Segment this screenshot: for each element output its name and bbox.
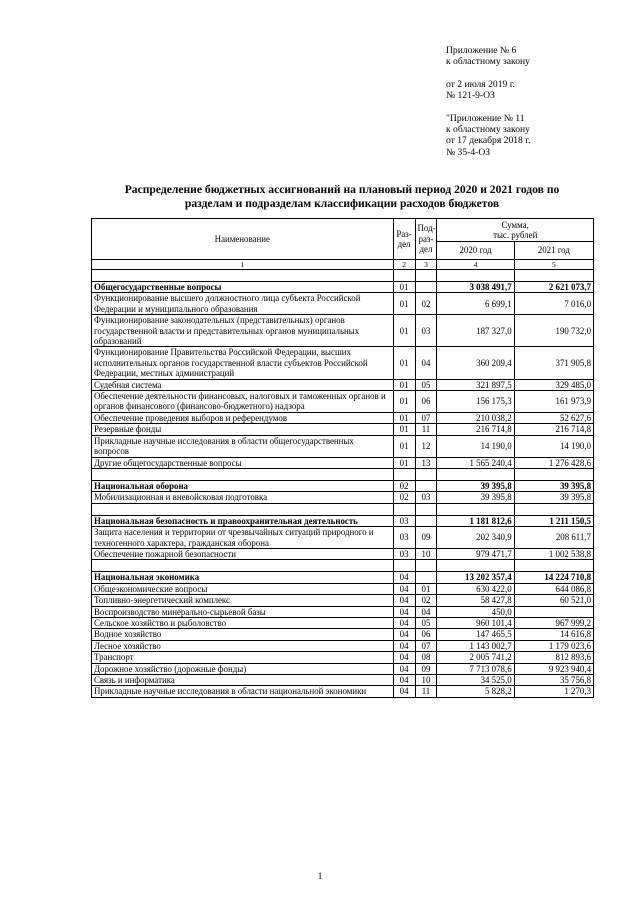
row-2021-cell: 812 893,6	[514, 652, 593, 663]
row-2020-cell: 1 181 812,6	[437, 515, 514, 526]
empty-cell	[393, 503, 415, 515]
table-row	[92, 424, 594, 435]
row-podrazdel-cell: 05	[415, 617, 437, 628]
row-2021-cell: 35 756,8	[514, 675, 593, 686]
row-podrazdel-cell: 09	[415, 663, 437, 674]
row-2020-cell: 202 340,9	[437, 527, 514, 549]
empty-cell	[514, 468, 593, 480]
row-2020-cell: 630 422,0	[437, 583, 514, 594]
col-number-1: 1	[92, 260, 394, 270]
section-row	[92, 515, 594, 526]
table-row	[92, 548, 594, 559]
row-podrazdel-cell: 11	[415, 424, 437, 435]
appendix-header	[446, 45, 626, 158]
row-razdel-cell: 01	[393, 282, 415, 293]
row-2020-cell: 39 395,8	[437, 480, 514, 491]
row-razdel-cell: 04	[393, 629, 415, 640]
row-2021-cell: 208 611,7	[514, 527, 593, 549]
row-2021-cell: 644 086,8	[514, 583, 593, 594]
budget-table	[91, 218, 594, 698]
row-razdel-cell: 01	[393, 457, 415, 468]
row-razdel-cell: 02	[393, 480, 415, 491]
row-podrazdel-cell: 06	[415, 629, 437, 640]
spacer-row	[92, 503, 594, 515]
appendix-label: Приложение № 6	[446, 45, 517, 56]
spacer-row	[92, 270, 594, 282]
appendix-number: № 121-9-ОЗ	[446, 90, 495, 102]
empty-cell	[393, 560, 415, 572]
ref-appendix-label: "Приложение № 11	[446, 112, 525, 124]
row-podrazdel-cell: 02	[415, 595, 437, 606]
row-2020-cell: 979 471,7	[437, 548, 514, 559]
row-2020-cell: 450,0	[437, 606, 514, 617]
row-podrazdel-cell: 10	[415, 548, 437, 559]
row-name-cell: Транспорт	[92, 652, 394, 663]
table-row	[92, 435, 594, 457]
row-podrazdel-cell: 07	[415, 412, 437, 423]
row-name-cell: Резервные фонды	[92, 424, 394, 435]
empty-cell	[393, 270, 415, 282]
empty-cell	[514, 270, 593, 282]
empty-cell	[415, 270, 437, 282]
section-row	[92, 572, 594, 583]
ref-appendix-number: № 35-4-ОЗ	[446, 146, 491, 158]
empty-cell	[393, 468, 415, 480]
row-name-cell: Общегосударственные вопросы	[92, 282, 394, 293]
row-podrazdel-cell: 03	[415, 492, 437, 503]
table-row	[92, 293, 594, 315]
row-2020-cell: 14 190,0	[437, 435, 514, 457]
row-2020-cell: 1 565 240,4	[437, 457, 514, 468]
row-podrazdel-cell: 03	[415, 315, 437, 347]
row-2021-cell: 2 621 073,7	[514, 282, 593, 293]
row-2021-cell: 1 211 150,5	[514, 515, 593, 526]
row-2021-cell: 329 485,0	[514, 379, 593, 390]
row-name-cell: Связь и информатика	[92, 675, 394, 686]
row-2020-cell: 5 828,2	[437, 686, 514, 697]
row-name-cell: Топливно-энергетический комплекс	[92, 595, 394, 606]
table-row	[92, 606, 594, 617]
row-2021-cell: 1 179 023,6	[514, 640, 593, 651]
row-2020-cell: 6 699,1	[437, 293, 514, 315]
col-header-sum: Сумма, тыс. рублей	[437, 219, 594, 242]
row-2020-cell: 2 005 741,2	[437, 652, 514, 663]
row-name-cell: Лесное хозяйство	[92, 640, 394, 651]
section-row	[92, 480, 594, 491]
empty-cell	[92, 503, 394, 515]
row-razdel-cell: 03	[393, 527, 415, 549]
table-row	[92, 652, 594, 663]
col-header-2020: 2020 год	[437, 242, 514, 260]
row-2021-cell: 1 002 538,8	[514, 548, 593, 559]
row-name-cell: Воспроизводство минерально-сырьевой базы	[92, 606, 394, 617]
empty-cell	[92, 270, 394, 282]
row-razdel-cell: 04	[393, 640, 415, 651]
col-header-2021: 2021 год	[514, 242, 593, 260]
row-razdel-cell: 04	[393, 617, 415, 628]
row-name-cell: Защита населения и территории от чрезвычайных ситуаций природного и техногенного характера, гражданская оборона	[92, 527, 394, 549]
row-2020-cell: 210 038,2	[437, 412, 514, 423]
row-2021-cell: 14 224 710,8	[514, 572, 593, 583]
empty-cell	[514, 503, 593, 515]
row-2020-cell: 321 897,5	[437, 379, 514, 390]
row-name-cell: Национальная экономика	[92, 572, 394, 583]
empty-cell	[437, 270, 514, 282]
row-podrazdel-cell: 04	[415, 347, 437, 379]
table-row	[92, 629, 594, 640]
row-2021-cell: 190 732,0	[514, 315, 593, 347]
empty-cell	[415, 503, 437, 515]
section-row	[92, 282, 594, 293]
row-2020-cell: 3 038 491,7	[437, 282, 514, 293]
col-number-3: 3	[415, 260, 437, 270]
row-razdel-cell: 01	[393, 379, 415, 390]
spacer-row	[92, 560, 594, 572]
table-row	[92, 686, 594, 697]
row-podrazdel-cell: 07	[415, 640, 437, 651]
row-razdel-cell: 01	[393, 391, 415, 413]
row-razdel-cell: 04	[393, 595, 415, 606]
row-razdel-cell: 03	[393, 548, 415, 559]
row-podrazdel-cell: 13	[415, 457, 437, 468]
row-podrazdel-cell: 11	[415, 686, 437, 697]
empty-cell	[514, 560, 593, 572]
row-2020-cell: 58 427,8	[437, 595, 514, 606]
row-podrazdel-cell: 09	[415, 527, 437, 549]
row-name-cell: Водное хозяйство	[92, 629, 394, 640]
row-2020-cell: 216 714,8	[437, 424, 514, 435]
row-2020-cell: 960 101,4	[437, 617, 514, 628]
row-razdel-cell: 01	[393, 293, 415, 315]
row-2020-cell: 156 175,3	[437, 391, 514, 413]
col-number-4: 4	[437, 260, 514, 270]
row-razdel-cell: 04	[393, 686, 415, 697]
row-name-cell: Национальная оборона	[92, 480, 394, 491]
row-podrazdel-cell: 04	[415, 606, 437, 617]
table-row	[92, 675, 594, 686]
table-row	[92, 663, 594, 674]
budget-table-body	[92, 270, 594, 698]
row-podrazdel-cell: 12	[415, 435, 437, 457]
row-2021-cell: 1 270,3	[514, 686, 593, 697]
row-2021-cell	[514, 606, 593, 617]
title-line-1: Распределение бюджетных ассигнований на плановый период 2020 и 2021 годов по	[124, 183, 560, 196]
row-razdel-cell: 04	[393, 583, 415, 594]
table-row	[92, 595, 594, 606]
row-2021-cell: 14 616,8	[514, 629, 593, 640]
row-podrazdel-cell	[415, 282, 437, 293]
row-name-cell: Дорожное хозяйство (дорожные фонды)	[92, 663, 394, 674]
table-row	[92, 583, 594, 594]
table-row	[92, 640, 594, 651]
spacer-row	[92, 468, 594, 480]
row-2020-cell: 13 202 357,4	[437, 572, 514, 583]
row-razdel-cell: 02	[393, 492, 415, 503]
row-2020-cell: 7 713 078,6	[437, 663, 514, 674]
row-name-cell: Функционирование Правительства Российской Федерации, высших исполнительных органов государственной власти субъектов Российской Федерации, местных администраций	[92, 347, 394, 379]
row-name-cell: Сельское хозяйство и рыболовство	[92, 617, 394, 628]
row-name-cell: Другие общегосударственные вопросы	[92, 457, 394, 468]
empty-cell	[92, 560, 394, 572]
row-razdel-cell: 04	[393, 606, 415, 617]
appendix-law: к областному закону	[446, 56, 530, 68]
row-2021-cell: 39 395,8	[514, 480, 593, 491]
page-number: 1	[317, 871, 323, 882]
row-name-cell: Прикладные научные исследования в области общегосударственных вопросов	[92, 435, 394, 457]
row-name-cell: Общеэкономические вопросы	[92, 583, 394, 594]
row-razdel-cell: 01	[393, 347, 415, 379]
row-razdel-cell: 03	[393, 515, 415, 526]
title-line-2: разделам и подразделам классификации расходов бюджетов	[184, 196, 500, 210]
col-number-2: 2	[393, 260, 415, 270]
table-row	[92, 379, 594, 390]
row-2021-cell: 14 190,0	[514, 435, 593, 457]
row-2021-cell: 371 905,8	[514, 347, 593, 379]
row-2021-cell: 216 714,8	[514, 424, 593, 435]
row-podrazdel-cell: 10	[415, 675, 437, 686]
appendix-date: от 2 июля 2019 г.	[446, 78, 515, 90]
row-name-cell: Обеспечение пожарной безопасности	[92, 548, 394, 559]
row-2020-cell: 34 525,0	[437, 675, 514, 686]
row-2021-cell: 7 016,0	[514, 293, 593, 315]
row-podrazdel-cell: 08	[415, 652, 437, 663]
empty-cell	[437, 468, 514, 480]
row-2020-cell: 1 143 002,7	[437, 640, 514, 651]
row-podrazdel-cell: 05	[415, 379, 437, 390]
row-podrazdel-cell	[415, 572, 437, 583]
row-razdel-cell: 04	[393, 652, 415, 663]
empty-cell	[415, 468, 437, 480]
table-row	[92, 457, 594, 468]
row-podrazdel-cell	[415, 515, 437, 526]
row-razdel-cell: 04	[393, 675, 415, 686]
empty-cell	[437, 503, 514, 515]
row-podrazdel-cell: 01	[415, 583, 437, 594]
ref-appendix-law: к областному закону	[446, 124, 530, 136]
row-razdel-cell: 01	[393, 435, 415, 457]
table-row	[92, 617, 594, 628]
row-2020-cell: 39 395,8	[437, 492, 514, 503]
row-razdel-cell: 01	[393, 424, 415, 435]
table-row	[92, 492, 594, 503]
row-name-cell: Судебная система	[92, 379, 394, 390]
col-header-razdel: Раз- дел	[393, 219, 415, 260]
row-name-cell: Национальная безопасность и правоохранительная деятельность	[92, 515, 394, 526]
row-podrazdel-cell: 02	[415, 293, 437, 315]
row-2021-cell: 161 973,9	[514, 391, 593, 413]
empty-cell	[92, 468, 394, 480]
empty-cell	[415, 560, 437, 572]
col-number-5: 5	[514, 260, 593, 270]
row-name-cell: Обеспечение деятельности финансовых, налоговых и таможенных органов и органов финансового (финансово-бюджетного) надзора	[92, 391, 394, 413]
row-2020-cell: 360 209,4	[437, 347, 514, 379]
row-2020-cell: 187 327,0	[437, 315, 514, 347]
table-row	[92, 391, 594, 413]
col-header-podrazdel: Под- раз- дел	[415, 219, 437, 260]
row-name-cell: Прикладные научные исследования в области национальной экономики	[92, 686, 394, 697]
row-2021-cell: 967 999,2	[514, 617, 593, 628]
row-2021-cell: 52 627,6	[514, 412, 593, 423]
row-razdel-cell: 04	[393, 663, 415, 674]
document-title	[90, 183, 594, 210]
row-podrazdel-cell	[415, 480, 437, 491]
table-row	[92, 412, 594, 423]
col-header-name: Наименование	[92, 219, 394, 260]
row-razdel-cell: 04	[393, 572, 415, 583]
table-row	[92, 347, 594, 379]
row-name-cell: Функционирование законодательных (представительных) органов государственной власти и представительных органов муниципальных образований	[92, 315, 394, 347]
table-row	[92, 527, 594, 549]
row-name-cell: Функционирование высшего должностного лица субъекта Российской Федерации и муниципального образования	[92, 293, 394, 315]
row-2021-cell: 39 395,8	[514, 492, 593, 503]
ref-appendix-date: от 17 декабря 2018 г.	[446, 135, 531, 147]
empty-cell	[437, 560, 514, 572]
table-row	[92, 315, 594, 347]
row-2020-cell: 147 465,5	[437, 629, 514, 640]
row-name-cell: Мобилизационная и вневойсковая подготовка	[92, 492, 394, 503]
row-podrazdel-cell: 06	[415, 391, 437, 413]
row-2021-cell: 9 923 940,4	[514, 663, 593, 674]
row-name-cell: Обеспечение проведения выборов и референдумов	[92, 412, 394, 423]
row-2021-cell: 1 276 428,6	[514, 457, 593, 468]
row-razdel-cell: 01	[393, 412, 415, 423]
row-2021-cell: 60 521,0	[514, 595, 593, 606]
row-razdel-cell: 01	[393, 315, 415, 347]
